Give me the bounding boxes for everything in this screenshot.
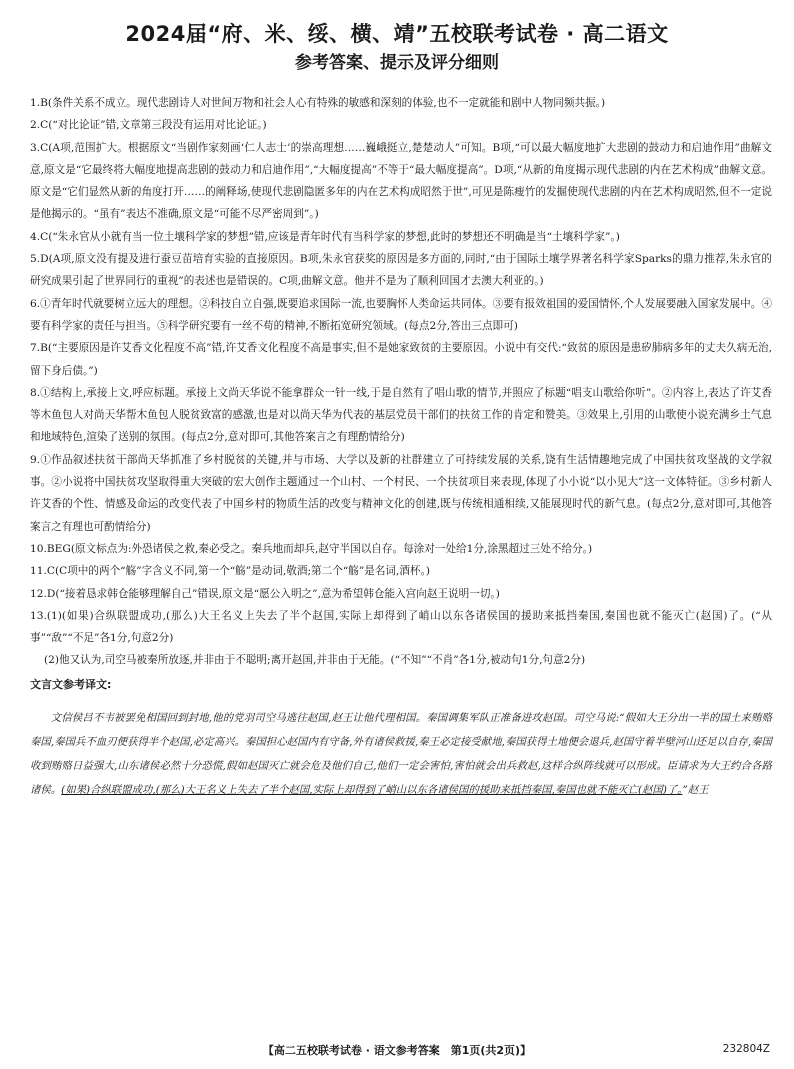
translation-tail: ”赵王 — [682, 784, 709, 797]
answer-item-7: 7.B(“主要原因是许艾香文化程度不高”错,许艾香文化程度不高是事实,但不是她家致贫的主要原因。小说中有交代:“致贫的原因是患矽肺病多年的丈夫久病无治,留下身后债。”) — [30, 342, 772, 377]
page-subtitle: 参考答案、提示及评分细则 — [295, 53, 499, 73]
answer-item-5: 5.D(A项,原文没有提及进行蚕豆苗培育实验的直接原因。B项,朱永官获奖的原因是多方面的,同时,“由于国际土壤学界著名科学家Sparks的鼎力推荐,朱永官的研究成果引起了世界同行的重视”的表述也是错误的。C项,曲解文意。他并不是为了顺利回国才去澳大利亚的。) — [30, 253, 772, 288]
document-code: 232804Z — [722, 1043, 770, 1055]
answer-item-6: 6.①青年时代就要树立远大的理想。②科技自立自强,既要追求国际一流,也要胸怀人类命运共同体。③要有报效祖国的爱国情怀,个人发展要融入国家发展中。④要有科学家的责任与担当。⑤科学研究要有一丝不苟的精神,不断拓宽研究领域。(每点2分,答出三点即可) — [30, 297, 772, 332]
page-title: 2024届“府、米、绥、横、靖”五校联考试卷 · 高二语文 — [125, 22, 669, 46]
answer-item-10: 10.BEG(原文标点为:外恐诸侯之救,秦必受之。秦兵地而却兵,赵守半国以自存。每涂对一处给1分,涂黑超过三处不给分。) — [30, 542, 593, 555]
page-footer: 【高二五校联考试卷 · 语文参考答案 第1页(共2页)】 — [262, 1044, 532, 1057]
translation-paragraph — [30, 706, 772, 802]
answer-item-4: 4.C(“朱永官从小就有当一位土壤科学家的梦想”错,应该是青年时代有当科学家的梦想,此时的梦想还不明确是当“土壤科学家”。) — [30, 230, 620, 243]
translation-heading: 文言文参考译文: — [30, 677, 112, 691]
answer-item-8: 8.①结构上,承接上文,呼应标题。承接上文尚天华说不能拿群众一针一线,于是自然有了唱山歌的情节,并照应了标题“唱支山歌给你听”。②内容上,表达了许艾香等木鱼包人对尚天华帮木鱼包人脱贫致富的感激,也是对以尚天华为代表的基层党员干部们的扶贫工作的肯定和赞美。③效果上,引用的山歌使小说充满乡土气息和地域特色,渲染了送别的氛围。(每点2分,意对即可,其他答案言之有理酌情给分) — [30, 386, 772, 444]
answer-item-11: 11.C(C项中的两个“觞”字含义不同,第一个“觞”是动词,敬酒;第二个“觞”是名词,酒杯。) — [30, 565, 431, 578]
answer-item-12: 12.D(“接着恳求韩仓能够理解自己”错误,原文是“愿公入明之”,意为希望韩仓能入宫向赵王说明一切。) — [30, 587, 500, 600]
answer-content — [30, 92, 772, 813]
answer-item-9: 9.①作品叙述扶贫干部尚天华抓准了乡村脱贫的关键,并与市场、大学以及新的社群建立了可持续发展的关系,饶有生活情趣地完成了中国扶贫攻坚战的文学叙事。②小说将中国扶贫攻坚取得重大突破的宏大创作主题通过一个山村、一个村民、一个扶贫项目来表现,体现了小小说“以小见大”这一文体特征。③乡村新人许艾香的个性、情感及命运的改变代表了中国乡村的物质生活的改变与精神文化的创建,既与传统相通相续,又能展现时代的新气息。(每点2分,意对即可,其他答案言之有理也可酌情给分) — [30, 453, 772, 533]
answer-item-2: 2.C(“对比论证”错,文章第三段没有运用对比论证。) — [30, 119, 267, 132]
translation-text: 文信侯吕不韦被罢免相国回到封地,他的党羽司空马逃往赵国,赵王让他代理相国。秦国调集军队正准备进攻赵国。司空马说:“假如大王分出一半的国土来贿赂秦国,秦国兵不血刃便获得半个赵国,必定高兴。秦国担心赵国内有守备,外有诸侯救援,秦王必定接受献地,秦国获得土地便会退兵,赵国守着半壁河山还足以自存,秦国收到贿赂日益强大,山东诸侯必然十分恐慌,假如赵国灭亡就会危及他们自己,他们一定会害怕,害怕就会出兵救赵,这样合纵阵线就可以形成。臣请求为大王约合各路诸侯。 — [30, 712, 772, 797]
answer-item-3: 3.C(A项,范围扩大。根据原文“当剧作家刻画‘仁人志士’的崇高理想……巍峨挺立,楚楚动人”可知。B项,“可以最大幅度地扩大悲剧的鼓动力和启迪作用”曲解文意,原文是“它最终将大幅度地提高悲剧的鼓动力和启迪作用”,“大幅度提高”不等于“最大幅度提高”。D项,“从新的角度揭示现代悲剧的内在艺术构成”曲解文意。原文是“它们显然从新的角度打开……的阐释场,使现代悲剧隐匿多年的内在艺术构成昭然于世”,可见是陈瘦竹的发掘使现代悲剧的内在艺术构成昭然,但不一定说是他揭示的。“虽有”表达不准确,原文是“可能不尽严密周到”。) — [30, 141, 772, 221]
translation-underlined-text: (如果)合纵联盟成功,(那么)大王名义上失去了半个赵国,实际上却得到了峭山以东各诸侯国的援助来抵挡秦国,秦国也就不能灭亡(赵国)了。 — [61, 784, 683, 797]
answer-item-13-part2: (2)他又认为,司空马被秦所放逐,并非由于不聪明;离开赵国,并非由于无能。(“不知”“不肖”各1分,被动句1分,句意2分) — [44, 654, 586, 667]
answer-item-13-part1: 13.(1)(如果)合纵联盟成功,(那么)大王名义上失去了半个赵国,实际上却得到了峭山以东各诸侯国的援助来抵挡秦国,秦国也就不能灭亡(赵国)了。(“从事”“敌”“不足”各1分,句意2分) — [30, 609, 772, 645]
answer-item-1: 1.B(条件关系不成立。现代悲剧诗人对世间万物和社会人心有特殊的敏感和深刻的体验,也不一定就能和剧中人物同频共振。) — [30, 97, 606, 109]
